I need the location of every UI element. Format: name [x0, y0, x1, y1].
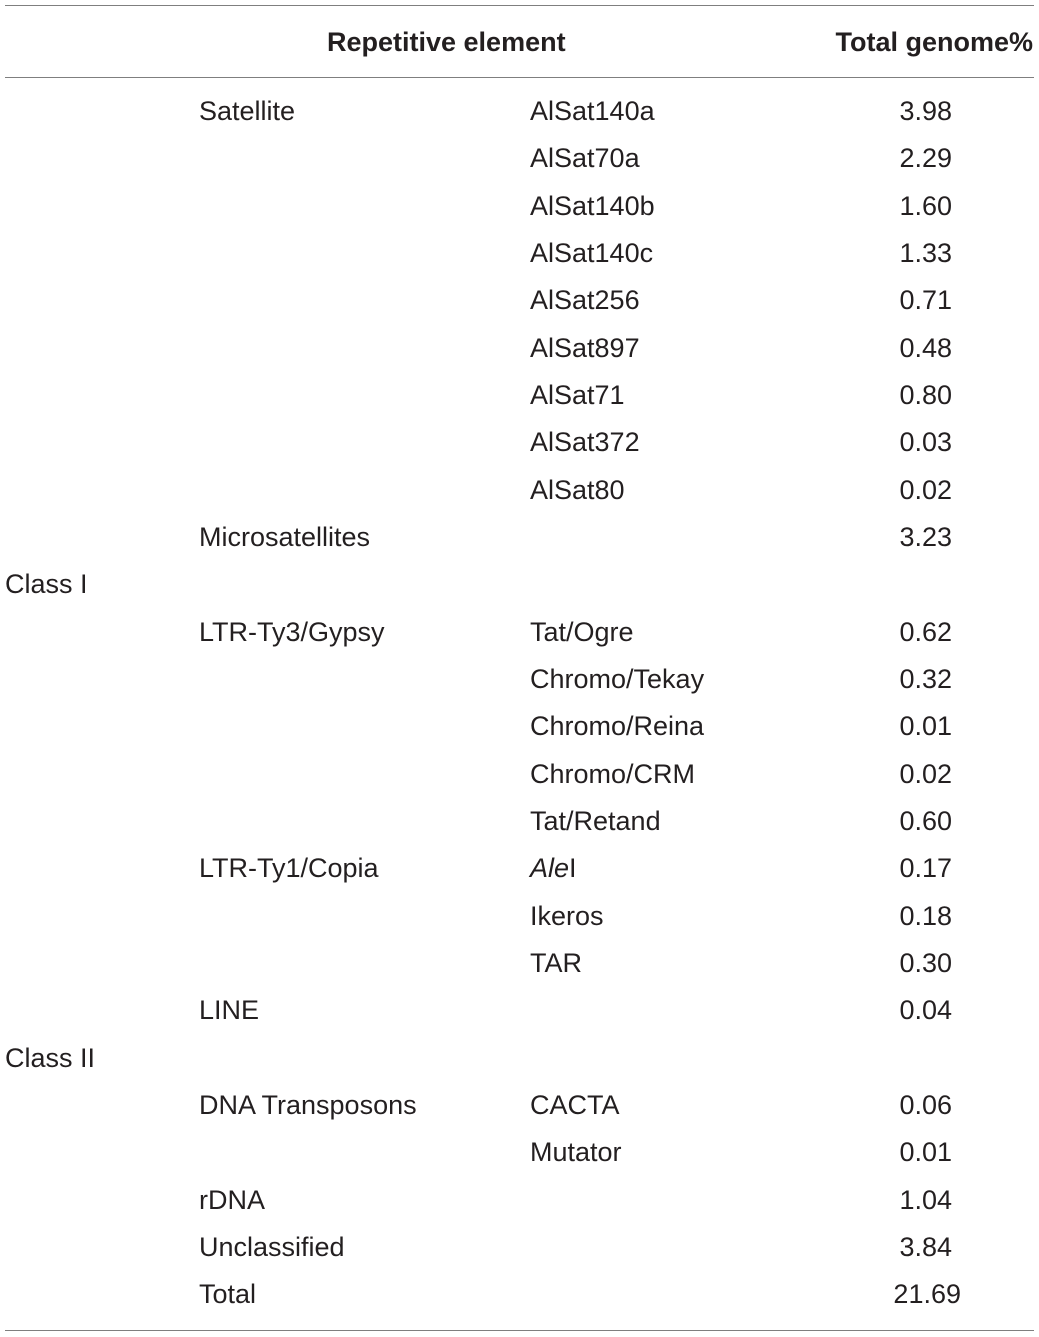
table-row	[0, 326, 1039, 373]
table-top-rule	[5, 5, 1034, 6]
table-row	[0, 846, 1039, 893]
family-cell: Unclassified	[199, 1231, 345, 1262]
element-cell: TAR	[530, 947, 582, 978]
element-cell	[530, 846, 577, 891]
element-cell: AlSat70a	[530, 143, 640, 174]
class-cell: Class II	[5, 1042, 96, 1073]
table-row	[0, 1083, 1039, 1130]
element-cell: AlSat71	[530, 379, 625, 410]
value-cell: 1.04	[899, 1184, 952, 1215]
family-cell: LINE	[199, 995, 260, 1026]
table-row	[0, 231, 1039, 278]
table-row	[0, 1225, 1039, 1272]
value-cell: 0.48	[899, 332, 952, 363]
family-cell: DNA Transposons	[199, 1089, 417, 1120]
value-cell: 0.62	[899, 616, 952, 647]
table-body	[0, 89, 1039, 1320]
table-row	[0, 1130, 1039, 1177]
value-cell: 1.33	[899, 237, 952, 268]
element-cell: Chromo/Tekay	[530, 663, 705, 694]
table-header-rule	[5, 77, 1034, 78]
table-row	[0, 894, 1039, 941]
table-row	[0, 278, 1039, 325]
family-cell: rDNA	[199, 1184, 265, 1215]
element-italic-part: Ale	[530, 853, 570, 884]
element-cell: AlSat897	[530, 332, 640, 363]
element-cell: AlSat372	[530, 427, 640, 458]
element-cell: CACTA	[530, 1089, 620, 1120]
value-cell: 0.71	[899, 285, 952, 316]
table-row	[0, 420, 1039, 467]
element-cell: Chromo/Reina	[530, 711, 705, 742]
table-row	[0, 657, 1039, 704]
family-cell: Microsatellites	[199, 521, 371, 552]
value-cell: 0.30	[899, 947, 952, 978]
total-value-cell: 21.69	[893, 1279, 961, 1310]
table-row	[0, 610, 1039, 657]
element-cell: Tat/Ogre	[530, 616, 634, 647]
element-cell: Chromo/CRM	[530, 758, 696, 789]
table-row	[0, 799, 1039, 846]
value-cell: 0.18	[899, 900, 952, 931]
header-total-genome: Total genome%	[835, 27, 1033, 57]
element-cell: Tat/Retand	[530, 805, 661, 836]
value-cell: 0.17	[899, 853, 952, 884]
element-cell: AlSat140a	[530, 96, 655, 126]
table-row	[0, 184, 1039, 231]
element-cell: AlSat140c	[530, 237, 654, 268]
table-row	[0, 704, 1039, 751]
value-cell: 0.02	[899, 474, 952, 505]
value-cell: 3.98	[899, 96, 952, 126]
family-cell: Satellite	[199, 96, 296, 126]
table-row	[0, 515, 1039, 562]
table-row	[0, 941, 1039, 988]
element-plain-part: I	[569, 853, 577, 884]
table-row	[0, 988, 1039, 1035]
family-cell: LTR-Ty3/Gypsy	[199, 616, 385, 647]
element-cell: AlSat140b	[530, 190, 655, 221]
value-cell: 1.60	[899, 190, 952, 221]
table-row	[0, 136, 1039, 183]
value-cell: 0.32	[899, 663, 952, 694]
table-row	[0, 1178, 1039, 1225]
table-row-total	[0, 1272, 1039, 1319]
value-cell: 0.06	[899, 1089, 952, 1120]
table-row	[0, 373, 1039, 420]
value-cell: 3.84	[899, 1231, 952, 1262]
value-cell: 0.02	[899, 758, 952, 789]
table-row	[0, 562, 1039, 609]
table-row	[0, 1036, 1039, 1083]
table-row	[0, 752, 1039, 799]
value-cell: 0.04	[899, 995, 952, 1026]
element-cell: AlSat256	[530, 285, 640, 316]
value-cell: 0.01	[899, 711, 952, 742]
header-repetitive-element: Repetitive element	[327, 27, 566, 57]
element-cell: Mutator	[530, 1137, 622, 1168]
value-cell: 0.01	[899, 1137, 952, 1168]
table-row	[0, 89, 1039, 136]
value-cell: 3.23	[899, 521, 952, 552]
table-row	[0, 468, 1039, 515]
element-cell: AlSat80	[530, 474, 625, 505]
element-cell: Ikeros	[530, 900, 604, 931]
value-cell: 0.03	[899, 427, 952, 458]
class-cell: Class I	[5, 569, 88, 600]
value-cell: 2.29	[899, 143, 952, 174]
family-cell: LTR-Ty1/Copia	[199, 853, 379, 884]
table-bottom-rule	[5, 1330, 1034, 1331]
value-cell: 0.60	[899, 805, 952, 836]
value-cell: 0.80	[899, 379, 952, 410]
family-cell: Total	[199, 1279, 257, 1310]
